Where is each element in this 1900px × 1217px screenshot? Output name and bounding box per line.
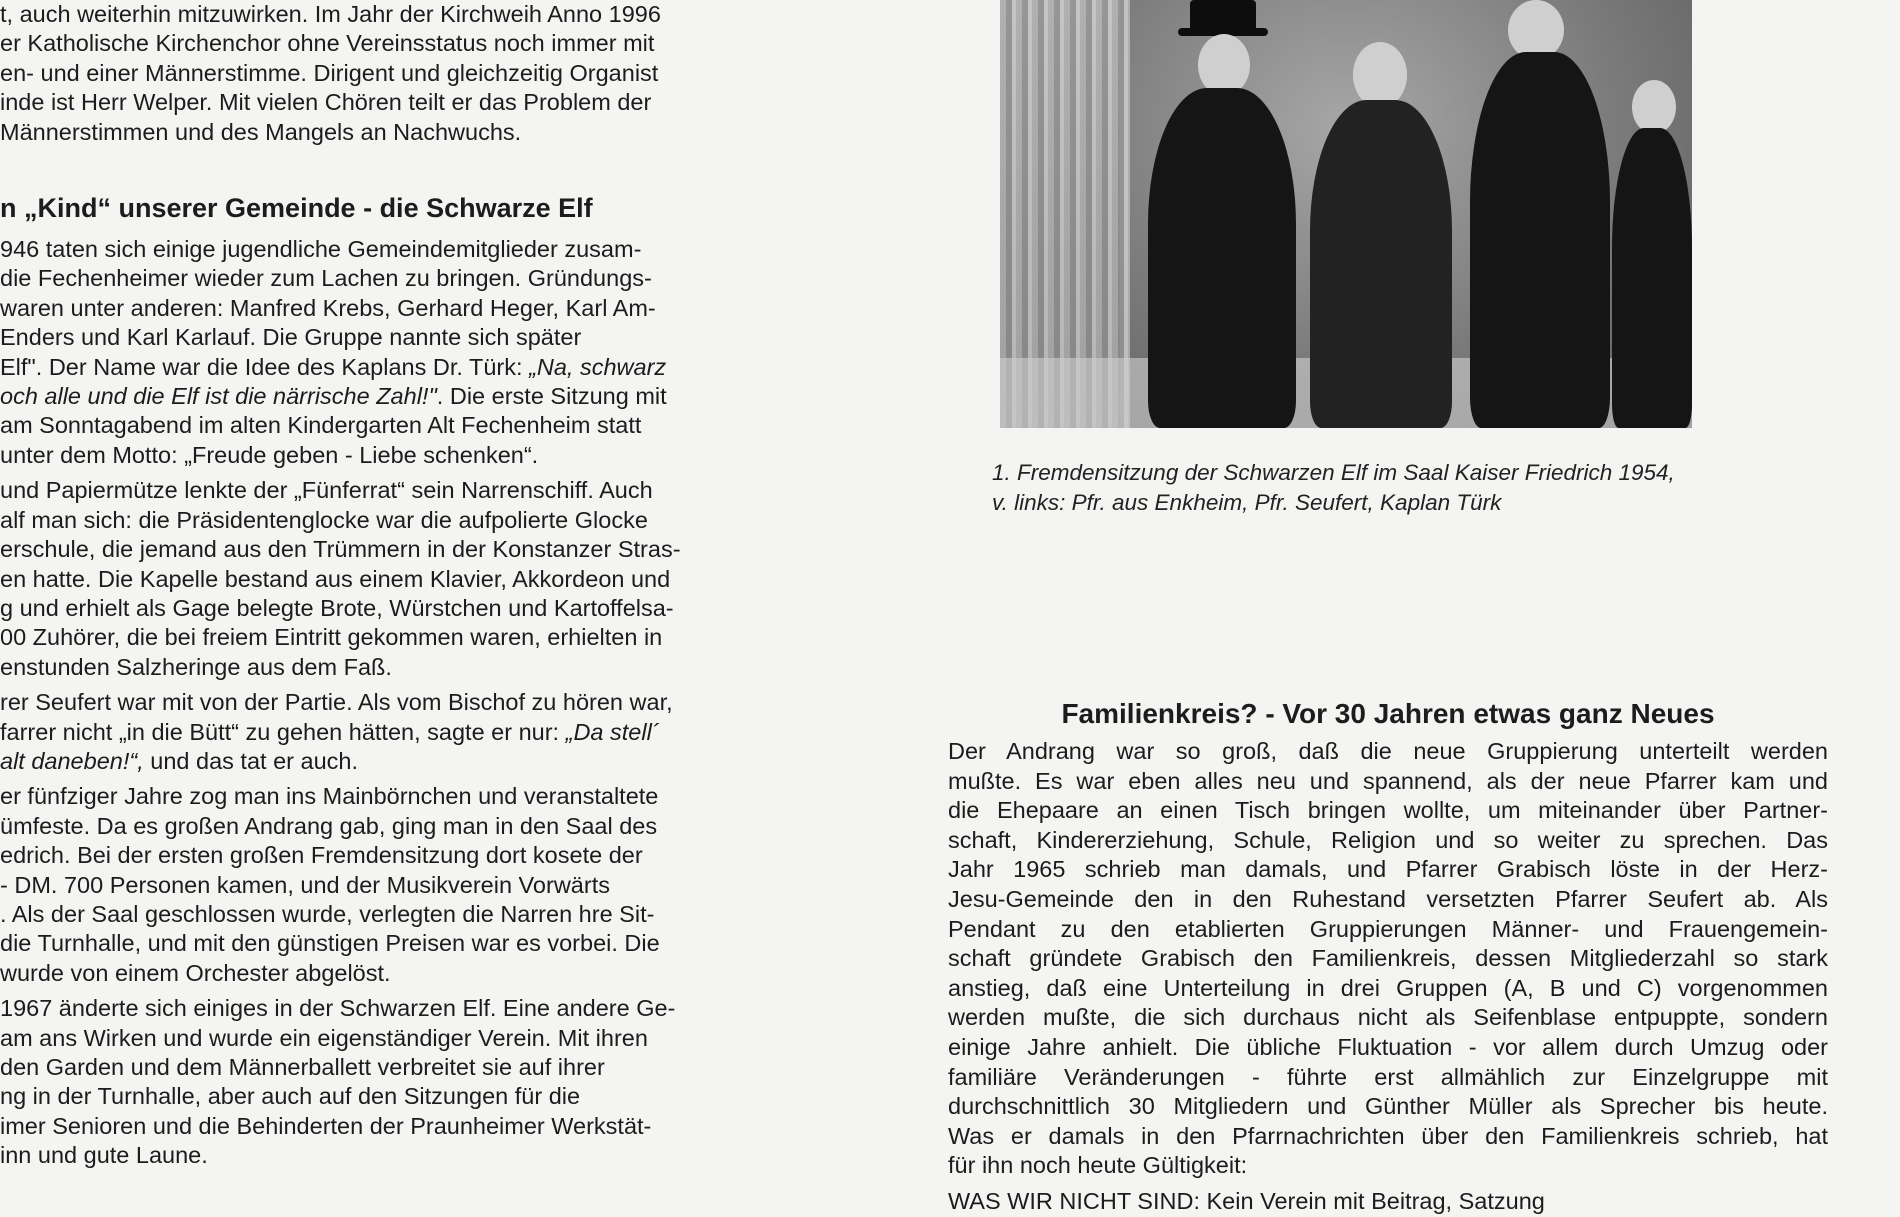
text-line: mußte. Es war eben alles neu und spannend, als der neue Pfarrer kam und: [948, 767, 1828, 794]
text-line: alf man sich: die Präsidentenglocke war die aufpolierte Glocke: [0, 506, 648, 533]
text-line: . Als der Saal geschlossen wurde, verlegten die Narren hre Sit-: [0, 900, 655, 927]
paragraph-pfarrer-seufert: [0, 688, 760, 776]
person-2-figure: [1310, 100, 1452, 428]
caption-line-1: 1. Fremdensitzung der Schwarzen Elf im Saal Kaiser Friedrich 1954,: [992, 460, 1675, 485]
text-line: inn und gute Laune.: [0, 1142, 208, 1169]
text-line: waren unter anderen: Manfred Krebs, Gerhard Heger, Karl Am-: [0, 294, 656, 321]
paragraph-fuenferrat: [0, 476, 760, 682]
text-line: den Garden und dem Männerballett verbreitet sie auf ihrer: [0, 1054, 605, 1080]
caption-line-2: v. links: Pfr. aus Enkheim, Pfr. Seufert, Kaplan Türk: [992, 490, 1502, 515]
text-line: ümfeste. Da es großen Andrang gab, ging man in den Saal des: [0, 812, 658, 839]
text-line: er Katholische Kirchenchor ohne Vereinsstatus noch immer mit: [0, 30, 655, 57]
text-line: Elf". Der Name war die Idee des Kaplans Dr. Türk: „Na, schwarz: [0, 353, 667, 380]
text-line: werden mußte, die sich durchaus nicht als Seifenblase entpuppte, sondern: [948, 1004, 1828, 1031]
text-line: ng in der Turnhalle, aber auch auf den Sitzungen für die: [0, 1083, 581, 1110]
paragraph-founding: [0, 235, 760, 470]
paragraph-mainboernchen: [0, 782, 760, 988]
person-4-figure: [1612, 128, 1692, 428]
photo-caption: [992, 458, 1792, 518]
text-line: die Ehepaare an einen Tisch bringen wollte, um miteinander über Partner-: [948, 797, 1828, 824]
text-line: Jahr 1965 schrieb man damals, und Pfarrer Grabisch löste in der Herz-: [948, 856, 1828, 883]
text-line: alt daneben!“, und das tat er auch.: [0, 747, 358, 774]
text-line: unter dem Motto: „Freude geben - Liebe schenken“.: [0, 441, 539, 468]
paragraph-1967: [0, 994, 760, 1170]
text-line: g und erhielt als Gage belegte Brote, Würstchen und Kartoffelsa-: [0, 594, 674, 621]
text-line: einige Jahre anhielt. Die übliche Fluktuation - vor allem durch Umzug oder: [948, 1033, 1828, 1060]
text-line: imer Senioren und die Behinderten der Praunheimer Werkstät-: [0, 1112, 652, 1139]
text-line: t, auch weiterhin mitzuwirken. Im Jahr der Kirchweih Anno 1996: [0, 1, 661, 27]
text-line: familiäre Veränderungen - führte erst allmählich zur Einzelgruppe mit: [948, 1063, 1828, 1090]
text-line: inde ist Herr Welper. Mit vielen Chören teilt er das Problem der: [0, 89, 652, 116]
section-heading-familienkreis: Familienkreis? - Vor 30 Jahren etwas ganz Neues: [1061, 698, 1715, 729]
text-line: und Papiermütze lenkte der „Fünferrat“ sein Narrenschiff. Auch: [0, 477, 653, 504]
right-column: [948, 697, 1828, 1217]
text-line: rer Seufert war mit von der Partie. Als vom Bischof zu hören war,: [0, 689, 673, 716]
paragraph-familienkreis: [948, 737, 1828, 1181]
text-line: die Fechenheimer wieder zum Lachen zu bringen. Gründungs-: [0, 265, 652, 292]
person-3-figure: [1470, 52, 1610, 428]
text-line: für ihn noch heute Gültigkeit:: [948, 1152, 1248, 1179]
text-line: Pendant zu den etablierten Gruppierungen Männer- und Frauengemein-: [948, 915, 1828, 942]
text-line: Enders und Karl Karlauf. Die Gruppe nannte sich später: [0, 324, 582, 351]
person-3-head: [1508, 0, 1564, 60]
text-line: enstunden Salzheringe aus dem Faß.: [0, 653, 392, 680]
text-line: schaft, Kindererziehung, Schule, Religion und so weiter zu sprechen. Das: [948, 826, 1828, 853]
cut-off-line: [948, 1187, 1828, 1217]
text-line: edrich. Bei der ersten großen Fremdensitzung dort kosete der: [0, 842, 643, 869]
section-heading-schwarze-elf: n „Kind“ unserer Gemeinde - die Schwarze Elf: [0, 193, 593, 224]
text-line: erschule, die jemand aus den Trümmern in der Konstanzer Stras-: [0, 536, 681, 563]
text-line: schaft gründete Grabisch den Familienkreis, dessen Mitgliederzahl so stark: [948, 945, 1828, 972]
text-line: och alle und die Elf ist die närrische Zahl!". Die erste Sitzung mit: [0, 383, 667, 410]
person-2-head: [1353, 42, 1407, 108]
text-line: Was er damals in den Pfarrnachrichten über den Familienkreis schrieb, hat: [948, 1122, 1828, 1149]
person-1-figure: [1148, 88, 1296, 428]
text-line: 946 taten sich einige jugendliche Gemeindemitglieder zusam-: [0, 236, 642, 263]
text-line: 00 Zuhörer, die bei freiem Eintritt gekommen waren, erhielten in: [0, 624, 663, 651]
text-line: - DM. 700 Personen kamen, und der Musikverein Vorwärts: [0, 871, 610, 898]
text-line: anstieg, daß eine Unterteilung in drei Gruppen (A, B und C) vorgenommen: [948, 974, 1828, 1001]
text-line: farrer nicht „in die Bütt“ zu gehen hätten, sagte er nur: „Da stell´: [0, 718, 660, 745]
text-line: durchschnittlich 30 Mitgliedern und Günther Müller als Sprecher bis heute.: [948, 1093, 1828, 1120]
text-line: en hatte. Die Kapelle bestand aus einem Klavier, Akkordeon und: [0, 565, 671, 592]
text-line: Der Andrang war so groß, daß die neue Gruppierung unterteilt werden: [948, 738, 1828, 764]
text-line: en- und einer Männerstimme. Dirigent und gleichzeitig Organist: [0, 59, 659, 86]
text-line: Männerstimmen und des Mangels an Nachwuchs.: [0, 118, 522, 145]
text-line: WAS WIR NICHT SIND: Kein Verein mit Beitrag, Satzung: [948, 1187, 1545, 1214]
text-line: 1967 änderte sich einiges in der Schwarzen Elf. Eine andere Ge-: [0, 995, 676, 1022]
text-line: Jesu-Gemeinde den in den Ruhestand versetzten Pfarrer Seufert ab. Als: [948, 885, 1828, 912]
left-column: [0, 0, 760, 1177]
text-line: am ans Wirken und wurde ein eigenständiger Verein. Mit ihren: [0, 1024, 648, 1051]
paragraph-choir: [0, 0, 760, 147]
text-line: am Sonntagabend im alten Kindergarten Alt Fechenheim statt: [0, 412, 642, 439]
historic-photo: [1000, 0, 1692, 428]
text-line: wurde von einem Orchester abgelöst.: [0, 959, 391, 986]
person-1-head: [1198, 34, 1250, 96]
text-line: er fünfziger Jahre zog man ins Mainbörnchen und veranstaltete: [0, 783, 659, 810]
person-4-head: [1632, 80, 1676, 134]
text-line: die Turnhalle, und mit den günstigen Preisen war es vorbei. Die: [0, 930, 660, 957]
